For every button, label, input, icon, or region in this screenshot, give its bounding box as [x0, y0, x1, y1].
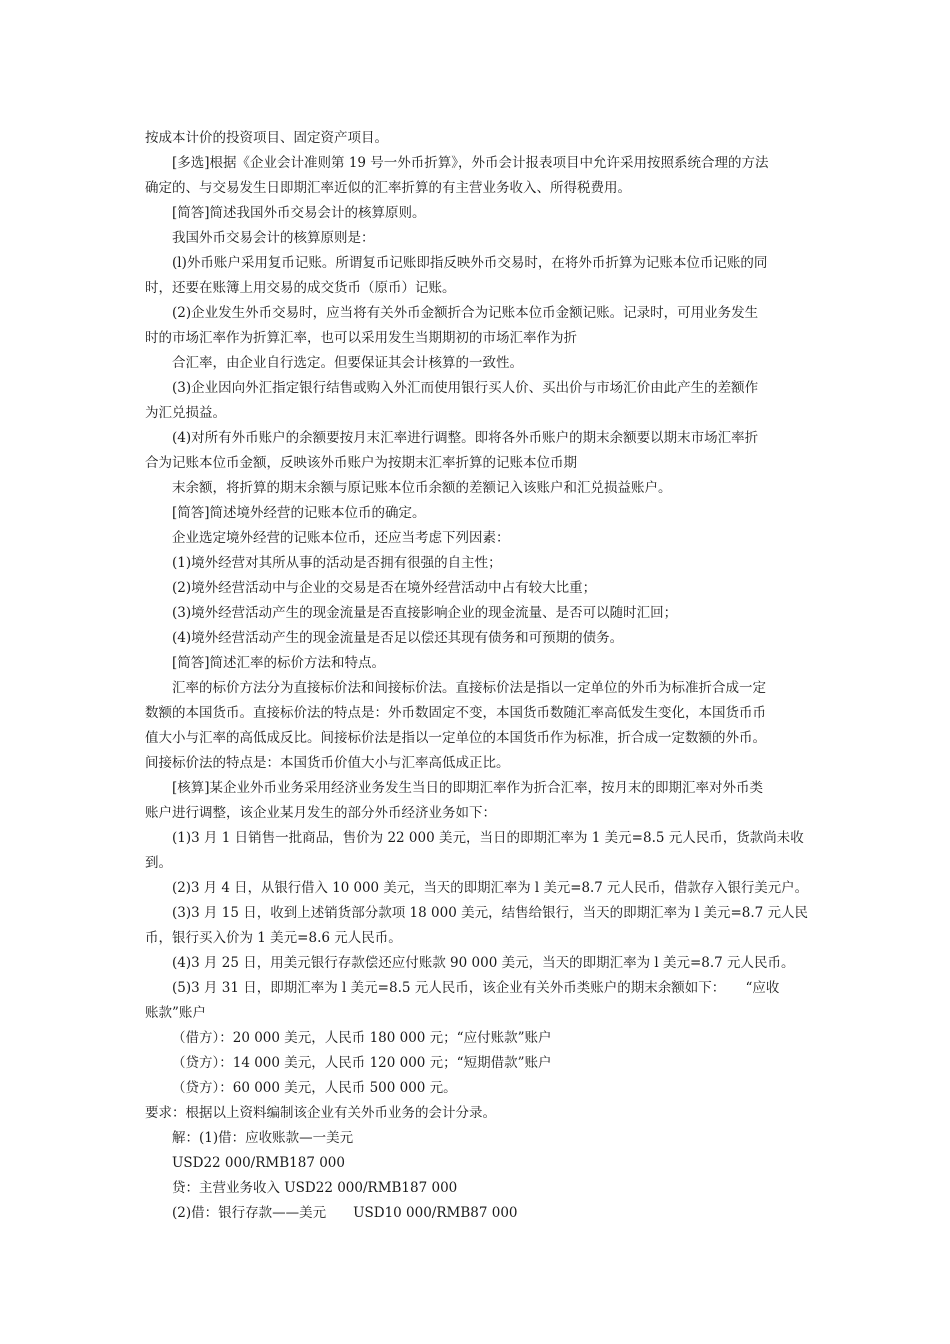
text-line: (2)3 月 4 日，从银行借入 10 000 美元，当天的即期汇率为 l 美元=8.7 元人民币，借款存入银行美元户。	[172, 880, 808, 896]
text-line: 企业选定境外经营的记账本位币，还应当考虑下列因素：	[172, 530, 510, 546]
text-line: 贷：主营业务收入 USD22 000/RMB187 000	[172, 1180, 458, 1196]
text-line: 合为记账本位币金额，反映该外币账户为按期末汇率折算的记账本位币期	[145, 455, 577, 471]
text-line: (4)境外经营活动产生的现金流量是否足以偿还其现有债务和可预期的债务。	[172, 630, 624, 646]
text-line: 按成本计价的投资项目、固定资产项目。	[145, 130, 388, 146]
text-line: （借方）：20 000 美元，人民币 180 000 元；“应付账款”账户	[172, 1030, 552, 1046]
text-line: 数额的本国货币。直接标价法的特点是：外币数固定不变，本国货币数随汇率高低发生变化，本国货币币	[145, 705, 766, 721]
text-line: (3)企业因向外汇指定银行结售或购入外汇而使用银行买人价、买出价与市场汇价由此产生的差额作	[172, 380, 759, 396]
text-line: (1)3 月 1 日销售一批商品，售价为 22 000 美元，当日的即期汇率为 1 美元=8.5 元人民币，货款尚未收	[172, 830, 804, 846]
text-line: （贷方）：14 000 美元，人民币 120 000 元；“短期借款”账户	[172, 1055, 552, 1071]
text-line: (4)对所有外币账户的余额要按月末汇率进行调整。即将各外币账户的期末余额要以期末市场汇率折	[172, 430, 759, 446]
text-line: [简答]简述汇率的标价方法和特点。	[172, 655, 386, 671]
text-line: (2)企业发生外币交易时，应当将有关外币金额折合为记账本位币金额记账。记录时，可用业务发生	[172, 305, 759, 321]
text-line: 到。	[145, 855, 172, 871]
text-line: (4)3 月 25 日，用美元银行存款偿还应付账款 90 000 美元，当天的即期汇率为 l 美元=8.7 元人民币。	[172, 955, 795, 971]
text-line: 确定的、与交易发生日即期汇率近似的汇率折算的有主营业务收入、所得税费用。	[145, 180, 631, 196]
text-line: 末余额，将折算的期末余额与原记账本位币余额的差额记入该账户和汇兑损益账户。	[172, 480, 672, 496]
text-line: (2)境外经营活动中与企业的交易是否在境外经营活动中占有较大比重；	[172, 580, 597, 596]
text-line: 时的市场汇率作为折算汇率，也可以采用发生当期期初的市场汇率作为折	[145, 330, 577, 346]
text-line: (3)境外经营活动产生的现金流量是否直接影响企业的现金流量、是否可以随时汇回；	[172, 605, 678, 621]
text-line: USD22 000/RMB187 000	[172, 1155, 345, 1171]
text-line: 账款”账户	[145, 1005, 206, 1021]
text-line: (3)3 月 15 日，收到上述销货部分款项 18 000 美元，结售给银行，当天的即期汇率为 l 美元=8.7 元人民	[172, 905, 809, 921]
text-line: 要求：根据以上资料编制该企业有关外币业务的会计分录。	[145, 1105, 496, 1121]
text-line: [简答]简述我国外币交易会计的核算原则。	[172, 205, 426, 221]
text-line: 为汇兑损益。	[145, 405, 226, 421]
text-line: [简答]简述境外经营的记账本位币的确定。	[172, 505, 426, 521]
text-line: [多选]根据《企业会计准则第 19 号一外币折算》，外币会计报表项目中允许采用按照系统合理的方法	[172, 155, 769, 171]
text-line: （贷方）：60 000 美元，人民币 500 000 元。	[172, 1080, 457, 1096]
text-line: (1)境外经营对其所从事的活动是否拥有很强的自主性；	[172, 555, 502, 571]
text-line: 币，银行买入价为 1 美元=8.6 元人民币。	[145, 930, 402, 946]
text-line: 汇率的标价方法分为直接标价法和间接标价法。直接标价法是指以一定单位的外币为标准折合成一定	[172, 680, 766, 696]
text-line: 时，还要在账簿上用交易的成交货币（原币）记账。	[145, 280, 456, 296]
text-line: 值大小与汇率的高低成反比。间接标价法是指以一定单位的本国货币作为标准，折合成一定数额的外币。	[145, 730, 766, 746]
text-line: [核算]某企业外币业务采用经济业务发生当日的即期汇率作为折合汇率，按月末的即期汇率对外币类	[172, 780, 764, 796]
text-line: 解：(1)借：应收账款—一美元	[172, 1130, 354, 1146]
text-line: 我国外币交易会计的核算原则是：	[172, 230, 375, 246]
text-line: 账户进行调整，该企业某月发生的部分外币经济业务如下：	[145, 805, 496, 821]
text-line: 合汇率，由企业自行选定。但要保证其会计核算的一致性。	[172, 355, 523, 371]
text-line: (2)借：银行存款——美元 USD10 000/RMB87 000	[172, 1205, 518, 1221]
text-line: (l)外币账户采用复币记账。所谓复币记账即指反映外币交易时，在将外币折算为记账本位币记账的同	[172, 255, 768, 271]
text-line: 间接标价法的特点是：本国货币价值大小与汇率高低成正比。	[145, 755, 510, 771]
text-line: (5)3 月 31 日，即期汇率为 l 美元=8.5 元人民币，该企业有关外币类账户的期末余额如下： “应收	[172, 980, 780, 996]
